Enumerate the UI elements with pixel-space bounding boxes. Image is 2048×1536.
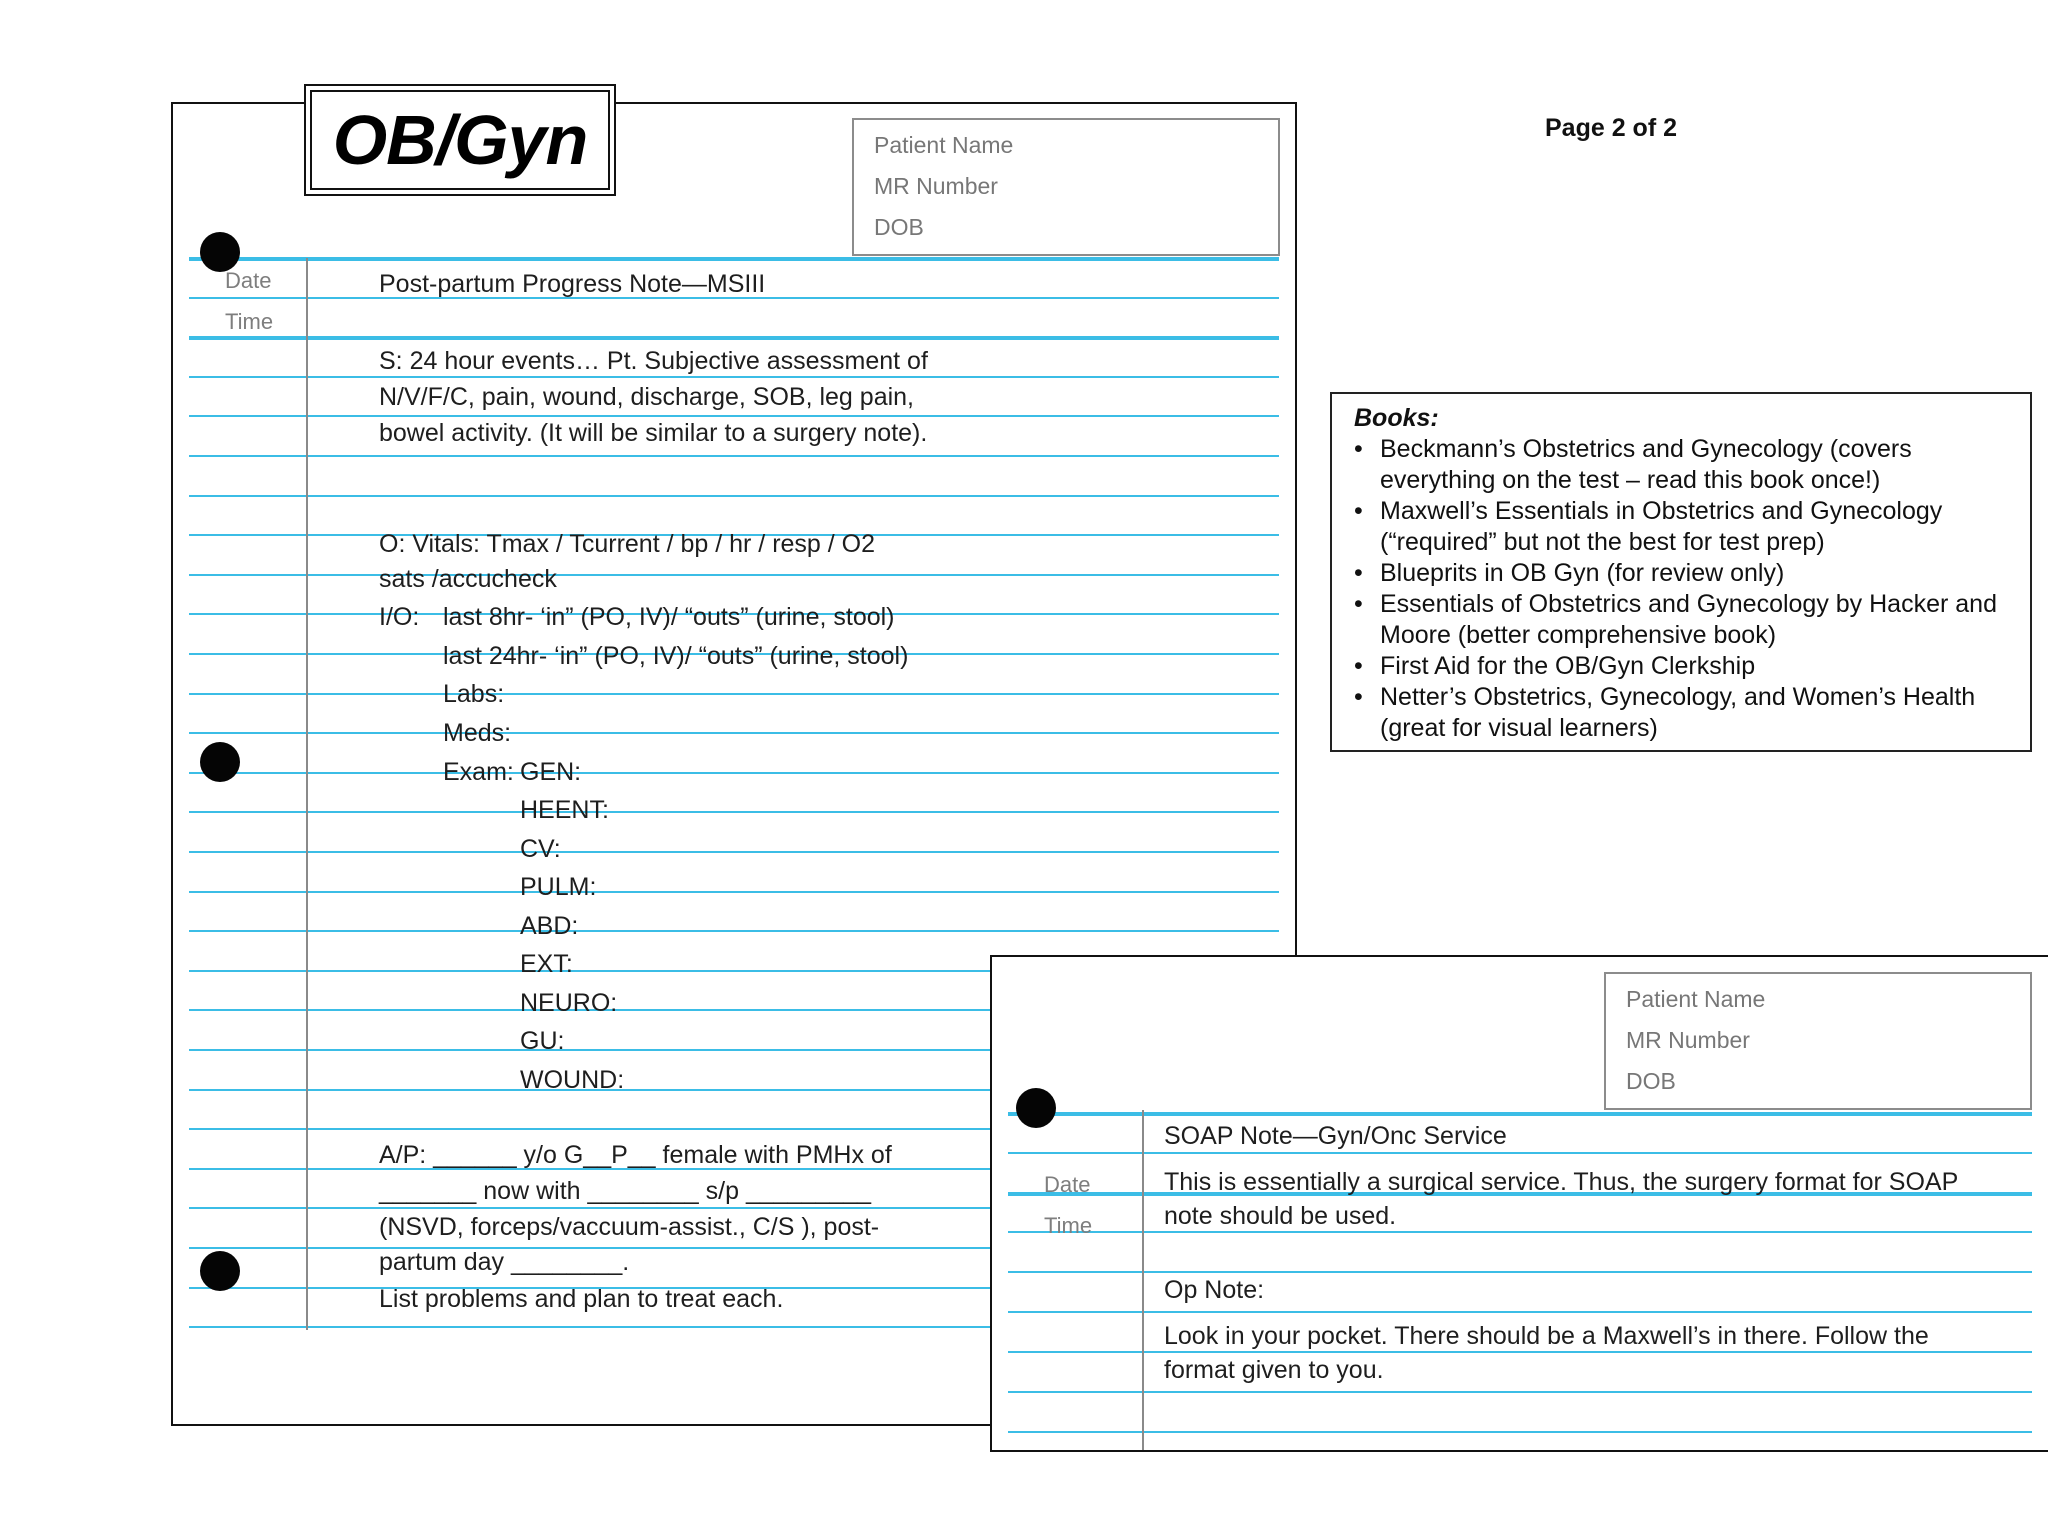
page-title: OB/Gyn xyxy=(332,101,588,179)
soap-patient-name-label: Patient Name xyxy=(1626,986,1766,1012)
ruled-line xyxy=(189,891,1279,893)
exam-ext: EXT: xyxy=(520,950,573,978)
title-box xyxy=(304,84,616,196)
main-margin-line xyxy=(306,258,308,1330)
ruled-line xyxy=(189,693,1279,695)
books-title: Books: xyxy=(1354,404,1439,432)
soap-margin-line xyxy=(1142,1110,1144,1450)
io-24hr: last 24hr- ‘in” (PO, IV)/ “outs” (urine, stool) xyxy=(443,642,909,670)
book-item: • Blueprits in OB Gyn (for review only) xyxy=(1354,559,1785,587)
ruled-line xyxy=(1008,1311,2032,1313)
exam-wound: WOUND: xyxy=(520,1066,625,1094)
punch-hole-bottom xyxy=(200,1251,240,1291)
meds-label: Meds: xyxy=(443,719,512,747)
book-item: • Beckmann’s Obstetrics and Gynecology (covers everything on the test – read this book once!) xyxy=(1354,435,1912,494)
soap-mr-number-label: MR Number xyxy=(1626,1027,1750,1053)
soap-line-4: format given to you. xyxy=(1164,1356,1384,1384)
labs-label: Labs: xyxy=(443,680,505,708)
soap-time-label: Time xyxy=(1044,1213,1093,1238)
books-list xyxy=(1354,434,2014,744)
ruled-line xyxy=(189,257,1279,261)
punch-hole-top xyxy=(200,232,240,272)
ruled-line xyxy=(189,851,1279,853)
ruled-line xyxy=(189,930,1279,932)
book-item: • Maxwell’s Essentials in Obstetrics and Gynecology (“required” but not the best for test prep) xyxy=(1354,497,1943,556)
subjective-text: S: 24 hour events… Pt. Subjective assessment of N/V/F/C, pain, wound, discharge, SOB, leg pain, bowel activity. (It will be similar to a surgery note). xyxy=(379,347,928,447)
ruled-line xyxy=(189,495,1279,497)
punch-hole-middle xyxy=(200,742,240,782)
ruled-line xyxy=(189,811,1279,813)
ruled-line xyxy=(189,772,1279,774)
ruled-line xyxy=(189,732,1279,734)
ruled-line xyxy=(1008,1231,2032,1233)
exam-neuro: NEURO: xyxy=(520,989,618,1017)
exam-heent: HEENT: xyxy=(520,796,609,824)
assessment-line-1: A/P: ______ y/o G__P__ female with PMHx of xyxy=(379,1141,892,1169)
soap-punch-hole xyxy=(1016,1088,1056,1128)
soap-dob-label: DOB xyxy=(1626,1068,1676,1094)
exam-pulm: PULM: xyxy=(520,873,597,901)
time-label: Time xyxy=(225,309,274,334)
soap-heading: SOAP Note—Gyn/Onc Service xyxy=(1164,1122,1507,1150)
soap-patient-info-box xyxy=(1604,972,2032,1110)
assessment-line-3: (NSVD, forceps/vaccuum-assist., C/S ), post- xyxy=(379,1213,880,1241)
ruled-line xyxy=(189,574,1279,576)
date-label: Date xyxy=(225,268,272,293)
soap-date-label: Date xyxy=(1044,1172,1091,1197)
book-item: • First Aid for the OB/Gyn Clerkship xyxy=(1354,652,1756,680)
ruled-line xyxy=(1008,1431,2032,1433)
ruled-line xyxy=(189,336,1279,340)
op-note-label: Op Note: xyxy=(1164,1276,1265,1304)
io-label: I/O: xyxy=(379,603,420,631)
assessment-line-5: List problems and plan to treat each. xyxy=(379,1285,784,1313)
soap-line-3: Look in your pocket. There should be a Maxwell’s in there. Follow the xyxy=(1164,1322,1929,1350)
ruled-line xyxy=(1008,1112,2032,1116)
soap-line-2: note should be used. xyxy=(1164,1202,1397,1230)
vitals-line-1: O: Vitals: Tmax / Tcurrent / bp / hr / resp / O2 xyxy=(379,530,876,558)
vitals-line-2: sats /accucheck xyxy=(379,565,557,593)
dob-label: DOB xyxy=(874,214,924,240)
ruled-line xyxy=(189,455,1279,457)
book-item: • Netter’s Obstetrics, Gynecology, and Women’s Health (great for visual learners) xyxy=(1354,683,1976,742)
exam-gu: GU: xyxy=(520,1027,565,1055)
exam-abd: ABD: xyxy=(520,912,579,940)
ruled-line xyxy=(1008,1271,2032,1273)
ruled-line xyxy=(1008,1391,2032,1393)
exam-label: Exam: xyxy=(443,758,514,786)
mr-number-label: MR Number xyxy=(874,173,998,199)
io-8hr: last 8hr- ‘in” (PO, IV)/ “outs” (urine, stool) xyxy=(443,603,895,631)
exam-gen: GEN: xyxy=(520,758,582,786)
exam-cv: CV: xyxy=(520,835,561,863)
patient-info-box xyxy=(852,118,1280,256)
soap-line-1: This is essentially a surgical service. Thus, the surgery format for SOAP xyxy=(1164,1168,1959,1196)
books-box xyxy=(1330,392,2032,752)
page-number: Page 2 of 2 xyxy=(1545,114,1677,142)
patient-name-label: Patient Name xyxy=(874,132,1014,158)
ruled-line xyxy=(1008,1152,2032,1154)
assessment-line-4: partum day ________. xyxy=(379,1248,630,1276)
book-item: • Essentials of Obstetrics and Gynecology by Hacker and Moore (better comprehensive book) xyxy=(1354,590,1997,649)
note-heading: Post-partum Progress Note—MSIII xyxy=(379,270,766,298)
assessment-line-2: _______ now with ________ s/p _________ xyxy=(379,1177,872,1205)
